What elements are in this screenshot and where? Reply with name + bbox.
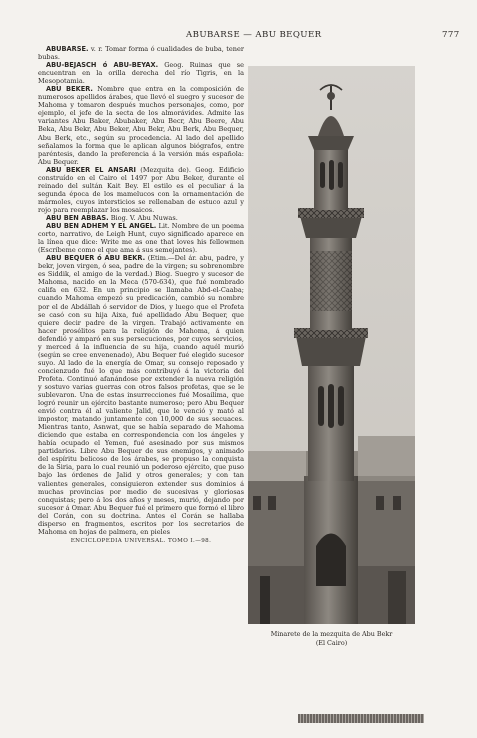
entry-text: (Mezquita de). Geog. Edificio construído en el Cairo el 1497 por Abu Beker, durante el reinado del sultán Kait Bey. El estilo es el peculiar á la segunda época de los mamelucos con la ornamentación de mármoles, cuyos intersticios se rellenaban de estuco azul y rojo para reemplazar los mosaicos. (38, 165, 244, 214)
entry-headword: ABU BEN ADHEM Y EL ANGEL. (46, 222, 157, 231)
entry-abu-bequer (38, 254, 244, 536)
entry-text: Geog. Ruinas que se encuentran en la orilla derecha del río Tigris, en la Mesopotamia. (38, 61, 244, 86)
entry-abu-beker-el-ansari (38, 166, 244, 214)
entry-text: Lit. Nombre de un poema corto, narrativo, de Leigh Hunt, cuyo significado aparece en la línea que dice: Write me as one that loves his fellowmen (Escríbeme como el que ama á sus semejantes). (38, 222, 244, 255)
entry-abu-bejasch (38, 61, 244, 85)
entry-headword: ABU-BEJASCH ó ABU-BEYAX. (46, 61, 159, 70)
minaret-photograph (248, 66, 415, 624)
running-title: ABUBARSE — ABU BEQUER (186, 30, 322, 40)
entry-text: Biog. V. Abu Nuwas. (108, 213, 178, 222)
page-footer: ENCICLOPEDIA UNIVERSAL. TOMO I.—98. (70, 537, 212, 544)
text-column (38, 45, 244, 545)
entry-abu-ben-abbas (38, 214, 244, 222)
entry-headword: ABU BEN ABBAS. (46, 213, 109, 222)
entry-headword: ABU BEKER. (46, 85, 93, 94)
caption-location: (El Cairo) (315, 639, 348, 647)
entry-abubarse (38, 45, 244, 61)
entry-headword: ABUBARSE. (46, 45, 89, 53)
entry-text: Nombre que entra en la composición de numerosos apellidos árabes, que llevó el suegro y sucesor de Mahoma y tomaron después muchos personajes, como, por ejemplo, el jefe de la secta de los almorávides. Admite las variantes Abu Baker, Abubaker, Abu Becr, Abu Beere, Abu Beka, Abu Bekr, Abu Beker, Abu Bekr, Abu Berk, Abu Bequer, Abu Berk, etc., según su procedencia. Al lado del apellido señalamos la forma que le aplican algunos biógrafos, entre paréntesis, dando la preferencia á la versión más española: Abu Bequer. (38, 85, 244, 166)
entry-text: v. r. Tomar forma ó cualidades de buba, tener bubas. (38, 45, 244, 62)
entry-headword: ABU BEKER EL ANSARI (46, 165, 136, 174)
entry-abu-ben-adhem (38, 222, 244, 254)
page-number: 777 (442, 30, 460, 40)
entry-headword: ABU BEQUER ó ABU BEKR. (46, 254, 146, 263)
caption-title: Minarete de la mezquita de Abu Bekr (270, 630, 393, 638)
book-edge-bar (298, 714, 424, 723)
page-header (0, 30, 477, 44)
entry-abu-beker (38, 85, 244, 165)
entry-text: (Etim.—Del ár. abu, padre, y bekr, joven virgen, ó sea, padre de la virgen; su sobrenombre es Siddik, el amigo de la verdad.) Biog. Suegro y sucesor de Mahoma, nacido en la Meca (570-634), que fué nombrado califa en 632. En un principio se llamaba Abd-el-Caaba; cuando Mahoma empezó su predicación, cambió su nombre por el de Abdállah ó servidor de Dios, y luego que el Profeta se casó con su hija Aixa, fué apellidado Abu Bequer, que quiere decir padre de la virgen. Trabajó activamente en hacer prosélitos para la religión de Mahoma, á quien defendió y amparó en sus persecuciones, por cuyos servicios, y merced á la influencia de su hija, cuando aquél murió (según se cree envenenado), Abu Bequer fué elegido sucesor suyo. Al lado de la energía de Omar, su consejo reposado y concienzudo fué lo que más contribuyó á la victoria del Profeta. Continuó afanándose por extender la nueva religión y sostuvo varias guerras con otros falsos profetas, que se le sublevaron. Una de estas insurrecciones fué Mosailima, que logró reunir un ejército bastante numeroso; pero Abu Bequer envió contra él al valiente Jalid, que le venció y mató al impostor, matando juntamente con 10,000 de sus secuaces. Mientras tanto, Asnwat, que se había separado de Mahoma diciendo que estaba en correspondencia con los ángeles y había ocupado el Yemen, fué asesinado por sus mismos partidarios. Libre Abu Bequer de sus enemigos, y animado del espíritu belicoso de los árabes, se propuso la conquista de la Siria, para lo cual reunió un poderoso ejército, que puso bajo las órdenes de Jalid y otros generales; y con tan valientes generales, consiguieron extender sus dominios á muchas provincias por medio de sucesivas y gloriosas conquistas; pero á los dos años y meses, murió, dejando por sucesor á Omar. Abu Bequer fué el primero que formó el libro del Corán, con su doctrina. Antes el Corán se hallaba disperso en fragmentos, escritos por los secretarios de Mahoma en hojas de palmera, en pieles (38, 254, 244, 536)
figure-caption (248, 630, 415, 648)
